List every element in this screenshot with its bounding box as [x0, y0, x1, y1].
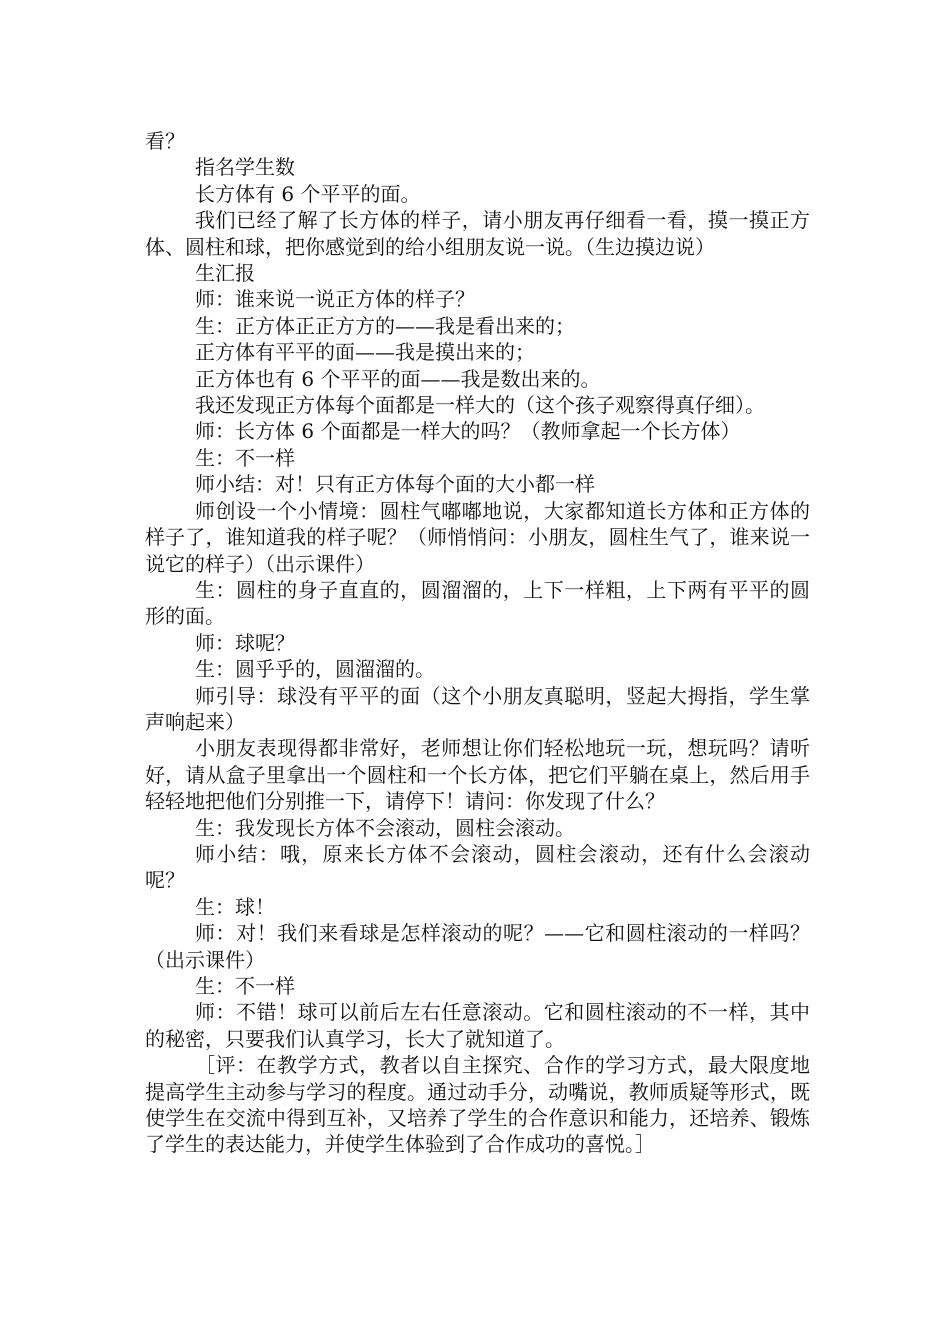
paragraph: 师：对！我们来看球是怎样滚动的呢？——它和圆柱滚动的一样吗？（出示课件）	[145, 921, 810, 972]
paragraph: 生：球！	[195, 894, 275, 919]
paragraph: 我们已经了解了长方体的样子，请小朋友再仔细看一看，摸一摸正方体、圆柱和球，把你感觉到的给小组朋友说一说。（生边摸边说）	[145, 208, 810, 259]
paragraph: 长方体有 6 个平平的面。	[195, 181, 421, 206]
paragraph: 师创设一个小情境：圆柱气嘟嘟地说，大家都知道长方体和正方体的样子了，谁知道我的样子呢？（师悄悄问：小朋友，圆柱生气了，谁来说一说它的样子）（出示课件）	[145, 498, 810, 576]
paragraph: 小朋友表现得都非常好，老师想让你们轻松地玩一玩，想玩吗？请听好，请从盒子里拿出一个圆柱和一个长方体，把它们平躺在桌上，然后用手轻轻地把他们分别推一下，请停下！请问：你发现了什么？	[145, 736, 810, 814]
paragraph: 师小结：对！只有正方体每个面的大小都一样	[195, 472, 595, 497]
evaluation-paragraph: ［评：在教学方式，教者以自主探究、合作的学习方式，最大限度地提高学生主动参与学习的程度。通过动手分，动嘴说，教师质疑等形式，既使学生在交流中得到互补，又培养了学生的合作意识和能力，还培养、锻炼了学生的表达能力，并使学生体验到了合作成功的喜悦。］	[145, 1053, 810, 1157]
document-body	[145, 128, 810, 1158]
paragraph: 师小结：哦，原来长方体不会滚动，圆柱会滚动，还有什么会滚动呢？	[145, 841, 810, 893]
paragraph: 生：圆乎乎的，圆溜溜的。	[195, 657, 435, 682]
paragraph: 师引导：球没有平平的面（这个小朋友真聪明，竖起大拇指，学生掌声响起来）	[145, 683, 810, 734]
paragraph: 我还发现正方体每个面都是一样大的（这个孩子观察得真仔细）。	[195, 393, 765, 418]
paragraph: 指名学生数	[195, 155, 295, 180]
paragraph: 生：圆柱的身子直直的，圆溜溜的，上下一样粗，上下两有平平的圆形的面。	[145, 577, 810, 629]
paragraph: 看？	[145, 129, 185, 153]
paragraph: 师：谁来说一说正方体的样子？	[195, 287, 475, 312]
paragraph: 生汇报	[195, 261, 255, 286]
paragraph: 生：我发现长方体不会滚动，圆柱会滚动。	[195, 815, 575, 840]
paragraph: 生：不一样	[195, 445, 295, 470]
paragraph: 正方体有平平的面——我是摸出来的；	[195, 340, 535, 365]
paragraph: 师：长方体 6 个面都是一样大的吗？（教师拿起一个长方体）	[195, 419, 741, 444]
paragraph: 师：不错！球可以前后左右任意滚动。它和圆柱滚动的不一样，其中的秘密，只要我们认真学习，长大了就知道了。	[145, 1000, 810, 1051]
paragraph: 生：不一样	[195, 974, 295, 998]
paragraph: 正方体也有 6 个平平的面——我是数出来的。	[195, 366, 601, 391]
paragraph: 生：正方体正正方方的——我是看出来的；	[195, 313, 575, 338]
paragraph: 师：球呢？	[195, 630, 295, 655]
